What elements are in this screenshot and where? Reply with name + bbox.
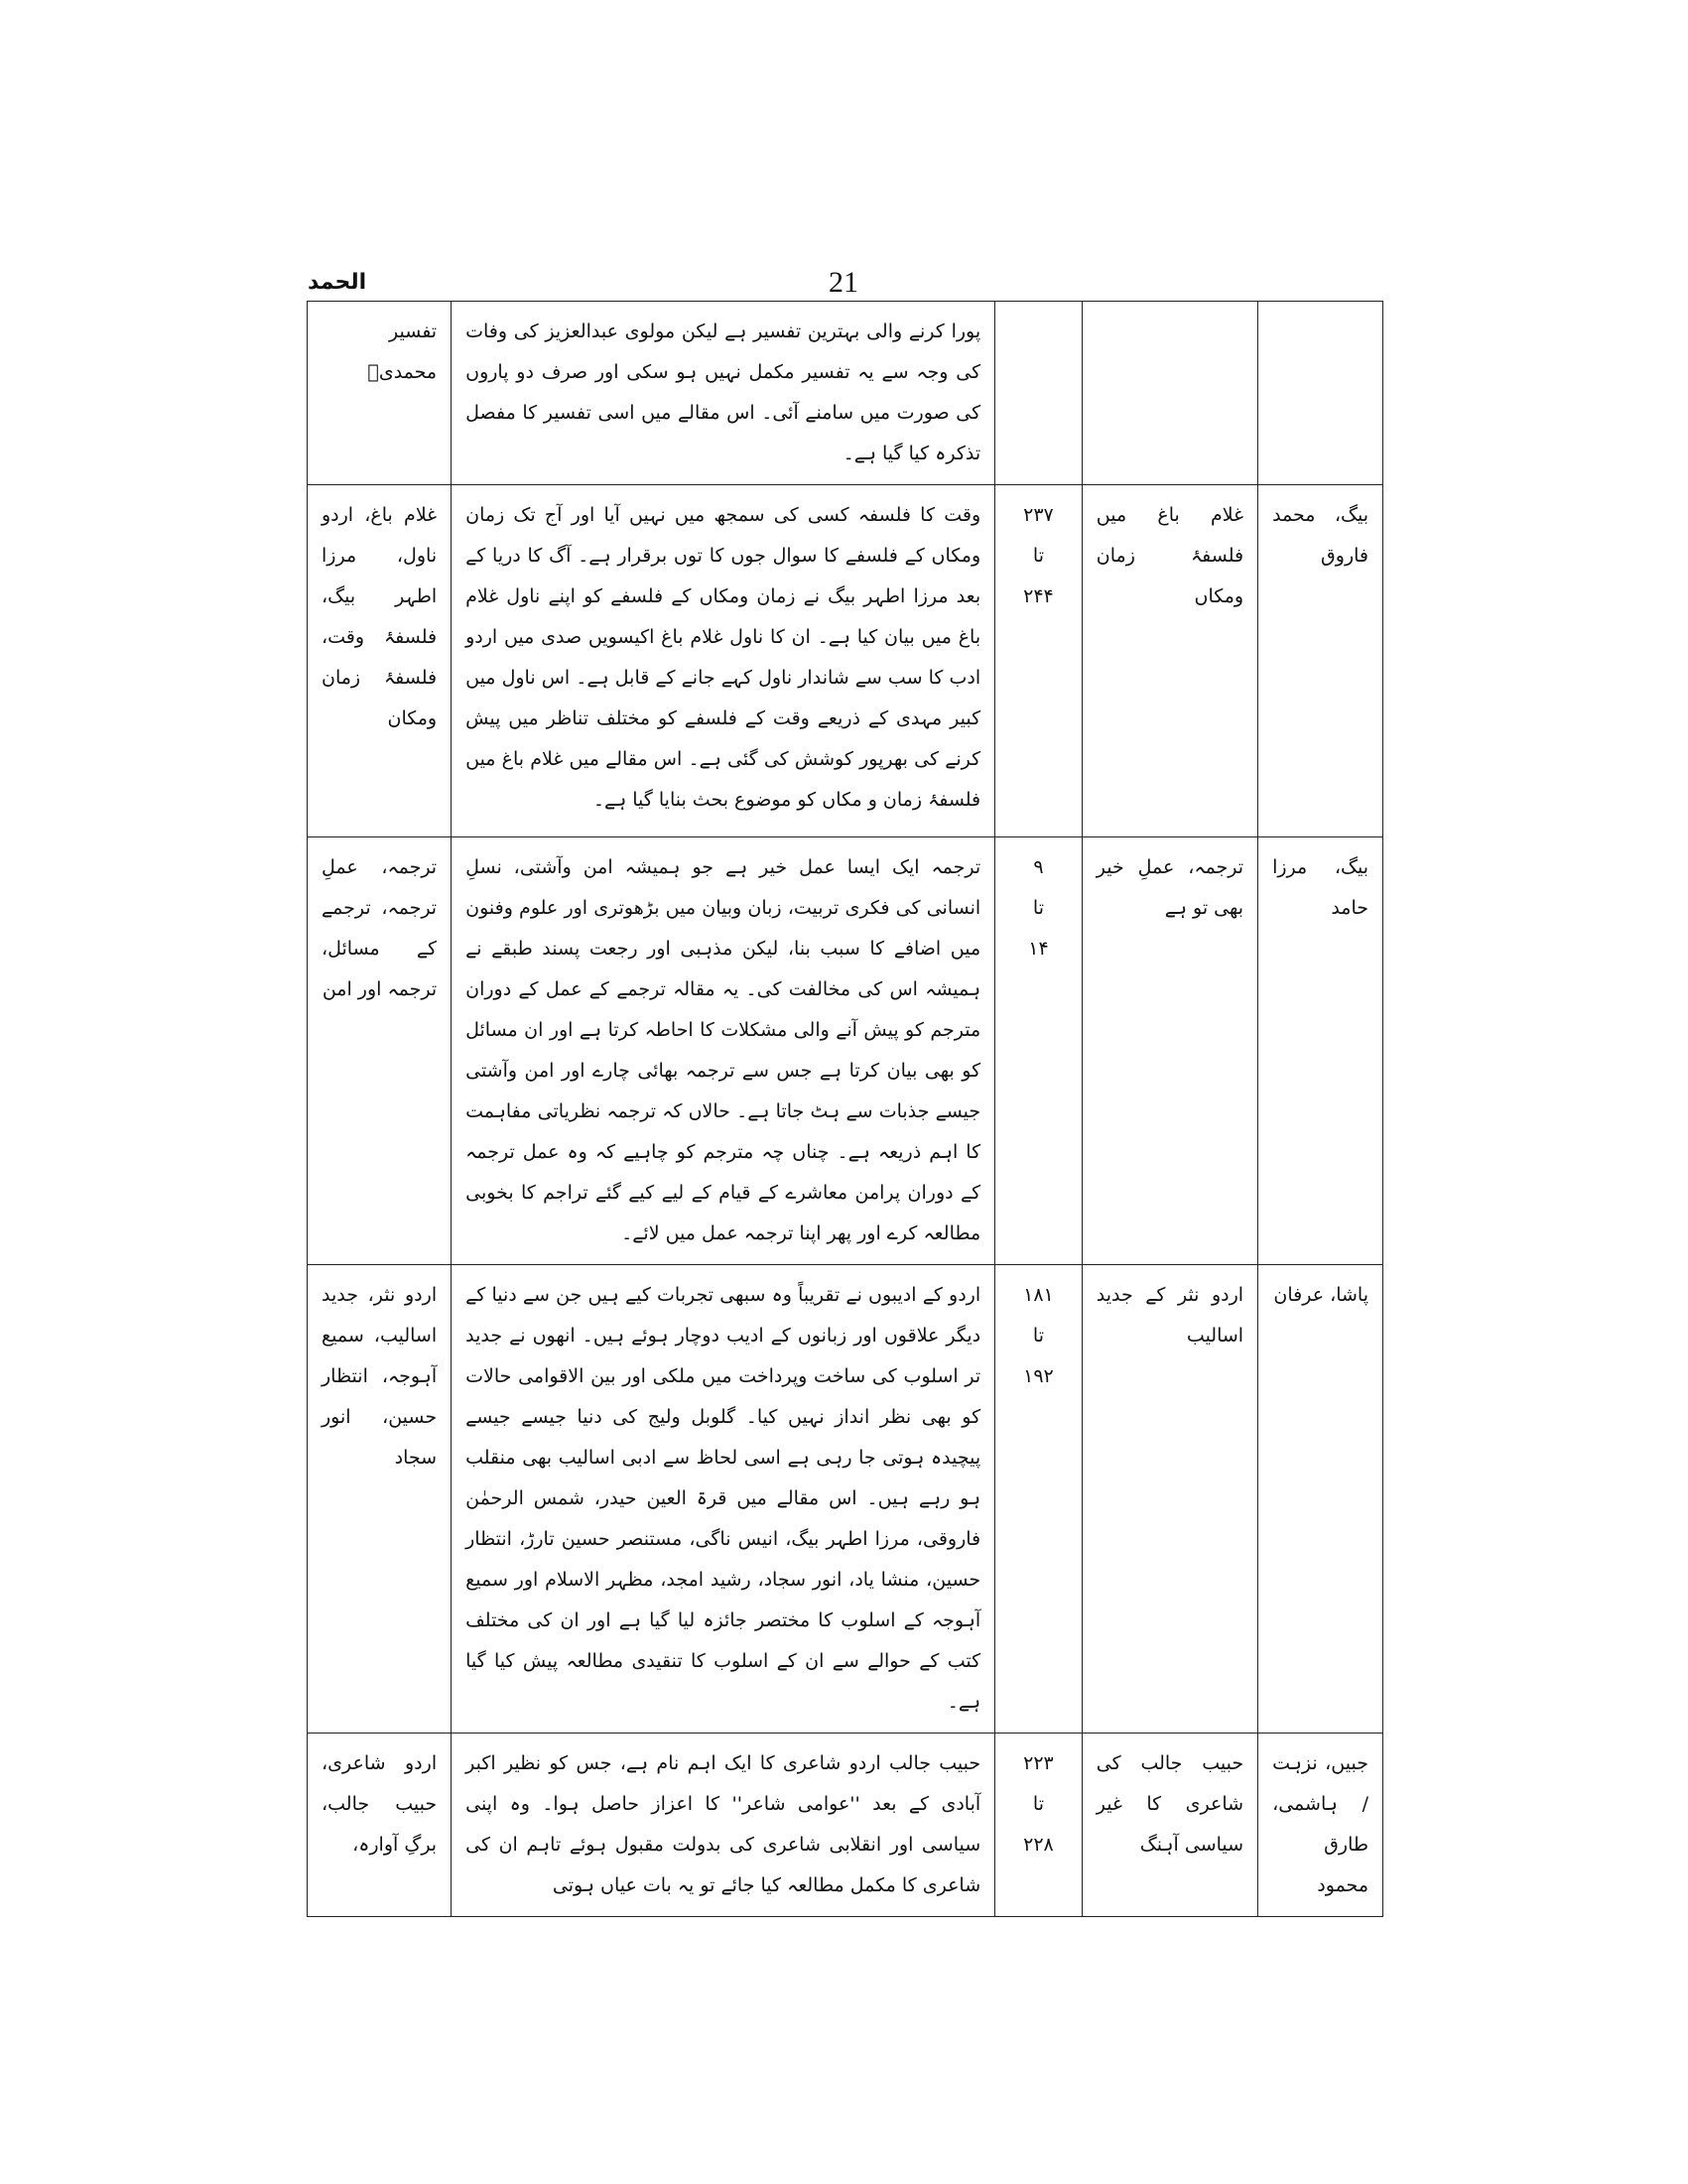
title-cell: ترجمہ، عملِ خیر بھی تو ہے [1082,837,1257,1265]
pages-cell [995,837,1083,1265]
table-row [308,302,1383,485]
page-start: ۱۸۱ [1023,1284,1054,1306]
abstract-cell: پورا کرنے والی بہترین تفسیر ہے لیکن مولوی عبدالعزیز کی وفات کی وجہ سے یہ تفسیر مکمل نہیں ہو سکی اور صرف دو پاروں کی صورت میں سامنے آئی۔ اس مقالے میں اسی تفسیر کا مفصل تذکرہ کیا گیا ہے۔ [452,302,995,485]
pages-cell [995,1265,1083,1734]
page-start: ۹ [1033,856,1044,878]
title-cell [1082,302,1257,485]
keywords-cell: ترجمہ، عملِ ترجمہ، ترجمے کے مسائل، ترجمہ اور امن [308,837,452,1265]
table-row [308,1734,1383,1917]
abstract-cell: اردو کے ادیبوں نے تقریباً وہ سبھی تجربات کیے ہیں جن سے دنیا کے دیگر علاقوں اور زبانوں کے ادیب دوچار ہوئے ہیں۔ انھوں نے جدید تر اسلوب کی ساخت وپرداخت میں ملکی اور بین الاقوامی حالات کو بھی نظر انداز نہیں کیا۔ گلوبل ولیج کی دنیا جیسے جیسے پیچیدہ ہوتی جا رہی ہے اسی لحاظ سے ادبی اسالیب بھی منقلب ہو رہے ہیں۔ اس مقالے میں قرۃ العین حیدر، شمس الرحمٰن فاروقی، مرزا اطہر بیگ، انیس ناگی، مستنصر حسین تارڑ، انتظار حسین، منشا یاد، انور سجاد، رشید امجد، مظہر الاسلام اور سمیع آہوجہ کے اسلوب کا مختصر جائزہ لیا گیا ہے اور ان کی مختلف کتب کے حوالے سے ان کے اسلوب کا تنقیدی مطالعہ پیش کیا گیا ہے۔ [452,1265,995,1734]
author-cell: پاشا، عرفان [1258,1265,1383,1734]
table-row [308,485,1383,837]
page-start: ۲۲۳ [1023,1752,1054,1774]
author-cell [1258,302,1383,485]
page-separator: تا [1032,1793,1044,1815]
table-row [308,1265,1383,1734]
abstract-cell: ترجمہ ایک ایسا عمل خیر ہے جو ہمیشہ امن وآشتی، نسلِ انسانی کی فکری تربیت، زبان وبیان میں بڑھوتری اور علوم وفنون میں اضافے کا سبب بنا، لیکن مذہبی اور رجعت پسند طبقے نے ہمیشہ اس کی مخالفت کی۔ یہ مقالہ ترجمے کے عمل کے دوران مترجم کو پیش آنے والی مشکلات کا احاطہ کرتا ہے اور ان مسائل کو بھی بیان کرتا ہے جس سے ترجمہ بھائی چارے اور امن وآشتی جیسے جذبات سے ہٹ جاتا ہے۔ حالاں کہ ترجمہ نظریاتی مفاہمت کا اہم ذریعہ ہے۔ چناں چہ مترجم کو چاہیے کہ وہ عمل ترجمہ کے دوران پرامن معاشرے کے قیام کے لیے کیے گئے تراجم کا بخوبی مطالعہ کرے اور پھر اپنا ترجمہ عمل میں لائے۔ [452,837,995,1265]
journal-title: الحمد [308,270,367,295]
page-separator: تا [1032,897,1044,919]
page-start: ۲۳۷ [1023,504,1054,526]
page-end: ۱۴ [1028,938,1049,960]
title-cell: غلام باغ میں فلسفۂ زمان ومکاں [1082,485,1257,837]
author-cell: بیگ، محمد فاروق [1258,485,1383,837]
title-cell: اردو نثر کے جدید اسالیب [1082,1265,1257,1734]
title-cell: حبیب جالب کی شاعری کا غیر سیاسی آہنگ [1082,1734,1257,1917]
author-cell: بیگ، مرزا حامد [1258,837,1383,1265]
page-separator: تا [1032,1325,1044,1347]
abstract-cell: وقت کا فلسفہ کسی کی سمجھ میں نہیں آیا اور آج تک زمان ومکاں کے فلسفے کا سوال جوں کا توں برقرار ہے۔ آگ کا دریا کے بعد مرزا اطہر بیگ نے زمان ومکاں کے فلسفے کو اپنے ناول غلام باغ میں بیان کیا ہے۔ ان کا ناول غلام باغ اکیسویں صدی میں اردو ادب کا سب سے شاندار ناول کہے جانے کے قابل ہے۔ اس ناول میں کبیر مہدی کے ذریعے وقت کے فلسفے کو مختلف تناظر میں پیش کرنے کی بھرپور کوشش کی گئی ہے۔ اس مقالے میں غلام باغ میں فلسفۂ زمان و مکاں کو موضوع بحث بنایا گیا ہے۔ [452,485,995,837]
article-index-table [307,301,1383,1917]
table-row [308,837,1383,1265]
abstract-cell: حبیب جالب اردو شاعری کا ایک اہم نام ہے، جس کو نظیر اکبر آبادی کے بعد ''عوامی شاعر'' کا اعزاز حاصل ہوا۔ وہ اپنی سیاسی اور انقلابی شاعری کی بدولت مقبول ہوئے تاہم ان کی شاعری کا مکمل مطالعہ کیا جائے تو یہ بات عیاں ہوتی [452,1734,995,1917]
page-number: 21 [829,266,858,299]
page-end: ۲۴۴ [1023,585,1054,607]
author-cell: جبیں، نزہت / ہاشمی، طارق محمود [1258,1734,1383,1917]
keywords-cell: غلام باغ، اردو ناول، مرزا اطہر بیگ، فلسفۂ وقت، فلسفۂ زمان ومکان [308,485,452,837]
keywords-cell: تفسیر محمدیؐ [308,302,452,485]
page-end: ۱۹۲ [1023,1365,1054,1387]
keywords-cell: اردو نثر، جدید اسالیب، سمیع آہوجہ، انتظار حسین، انور سجاد [308,1265,452,1734]
page-separator: تا [1032,545,1044,567]
pages-cell [995,1734,1083,1917]
keywords-cell: اردو شاعری، حبیب جالب، برگِ آوارہ، [308,1734,452,1917]
pages-cell [995,485,1083,837]
pages-cell [995,302,1083,485]
page-end: ۲۲۸ [1023,1834,1054,1856]
